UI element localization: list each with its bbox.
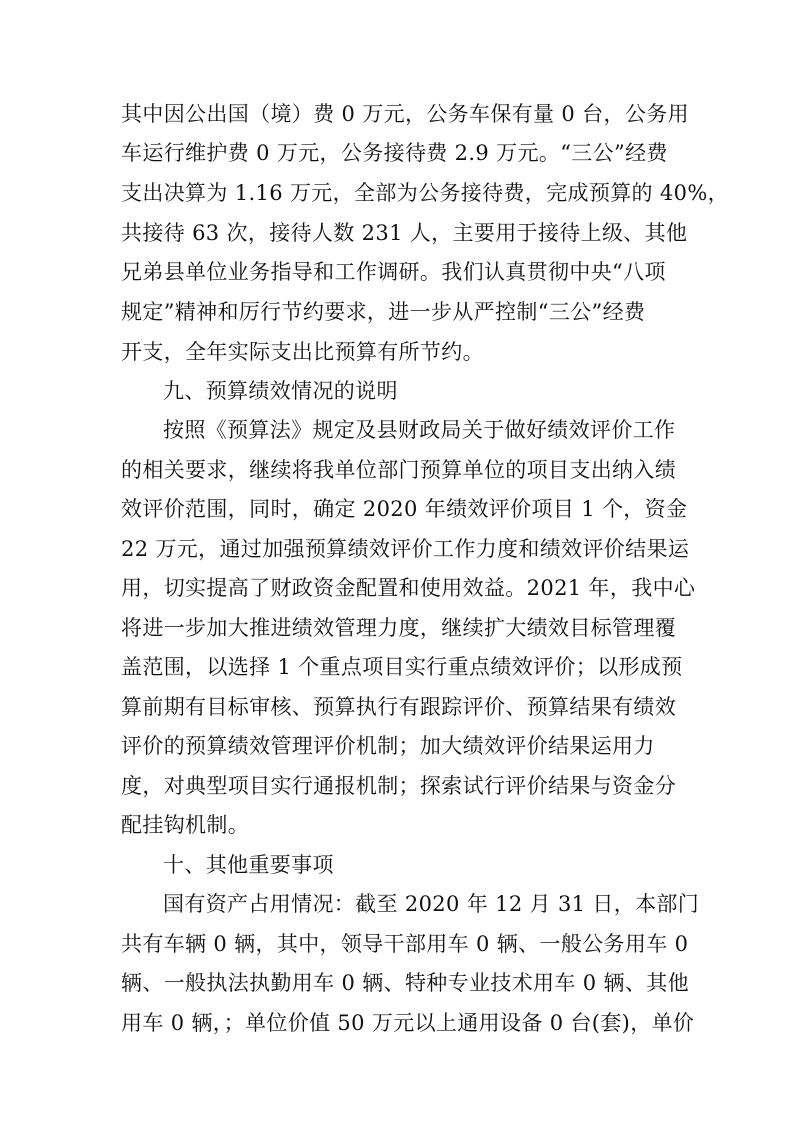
- paragraph-line: 效评价范围，同时，确定 2020 年绩效评价项目 1 个，资金: [121, 497, 688, 521]
- paragraph-line: 将进一步加大推进绩效管理力度，继续扩大绩效目标管理覆: [121, 616, 677, 640]
- section-heading-9: 九、预算绩效情况的说明: [163, 379, 398, 403]
- paragraph-line: 算前期有目标审核、预算执行有跟踪评价、预算结果有绩效: [121, 695, 677, 719]
- section-heading-10: 十、其他重要事项: [163, 853, 334, 877]
- paragraph-line: 共有车辆 0 辆，其中，领导干部用车 0 辆、一般公务用车 0: [121, 932, 689, 956]
- paragraph-line: 车运行维护费 0 万元，公务接待费 2.9 万元。“三公”经费: [121, 141, 668, 165]
- paragraph-line: 国有资产占用情况：截至 2020 年 12 月 31 日，本部门: [163, 892, 700, 916]
- paragraph-line: 规定”精神和厉行节约要求，进一步从严控制“三公”经费: [121, 300, 646, 324]
- paragraph-line: 盖范围，以选择 1 个重点项目实行重点绩效评价；以形成预: [121, 655, 683, 679]
- paragraph-line: 开支，全年实际支出比预算有所节约。: [121, 340, 484, 364]
- paragraph-line: 兄弟县单位业务指导和工作调研。我们认真贯彻中央“八项: [121, 260, 666, 284]
- paragraph-line: 共接待 63 次，接待人数 231 人，主要用于接待上级、其他: [121, 221, 688, 245]
- paragraph-line: 其中因公出国（境）费 0 万元，公务车保有量 0 台，公务用: [121, 102, 689, 126]
- paragraph-line: 的相关要求，继续将我单位部门预算单位的项目支出纳入绩: [121, 458, 677, 482]
- paragraph-line: 辆、一般执法执勤用车 0 辆、特种专业技术用车 0 辆、其他: [121, 971, 689, 995]
- paragraph-line: 用，切实提高了财政资金配置和使用效益。2021 年，我中心: [121, 576, 696, 600]
- paragraph-line: 度，对典型项目实行通报机制；探索试行评价结果与资金分: [121, 774, 677, 798]
- paragraph-line: 用车 0 辆，；单位价值 50 万元以上通用设备 0 台(套)，单价: [121, 1011, 695, 1035]
- paragraph-line: 配挂钩机制。: [121, 813, 250, 837]
- paragraph-line: 评价的预算绩效管理评价机制；加大绩效评价结果运用力: [121, 734, 655, 758]
- paragraph-line: 22 万元，通过加强预算绩效评价工作力度和绩效评价结果运: [121, 537, 690, 561]
- paragraph-line: 按照《预算法》规定及县财政局关于做好绩效评价工作: [163, 418, 676, 442]
- paragraph-line: 支出决算为 1.16 万元，全部为公务接待费，完成预算的 40%，: [121, 181, 730, 205]
